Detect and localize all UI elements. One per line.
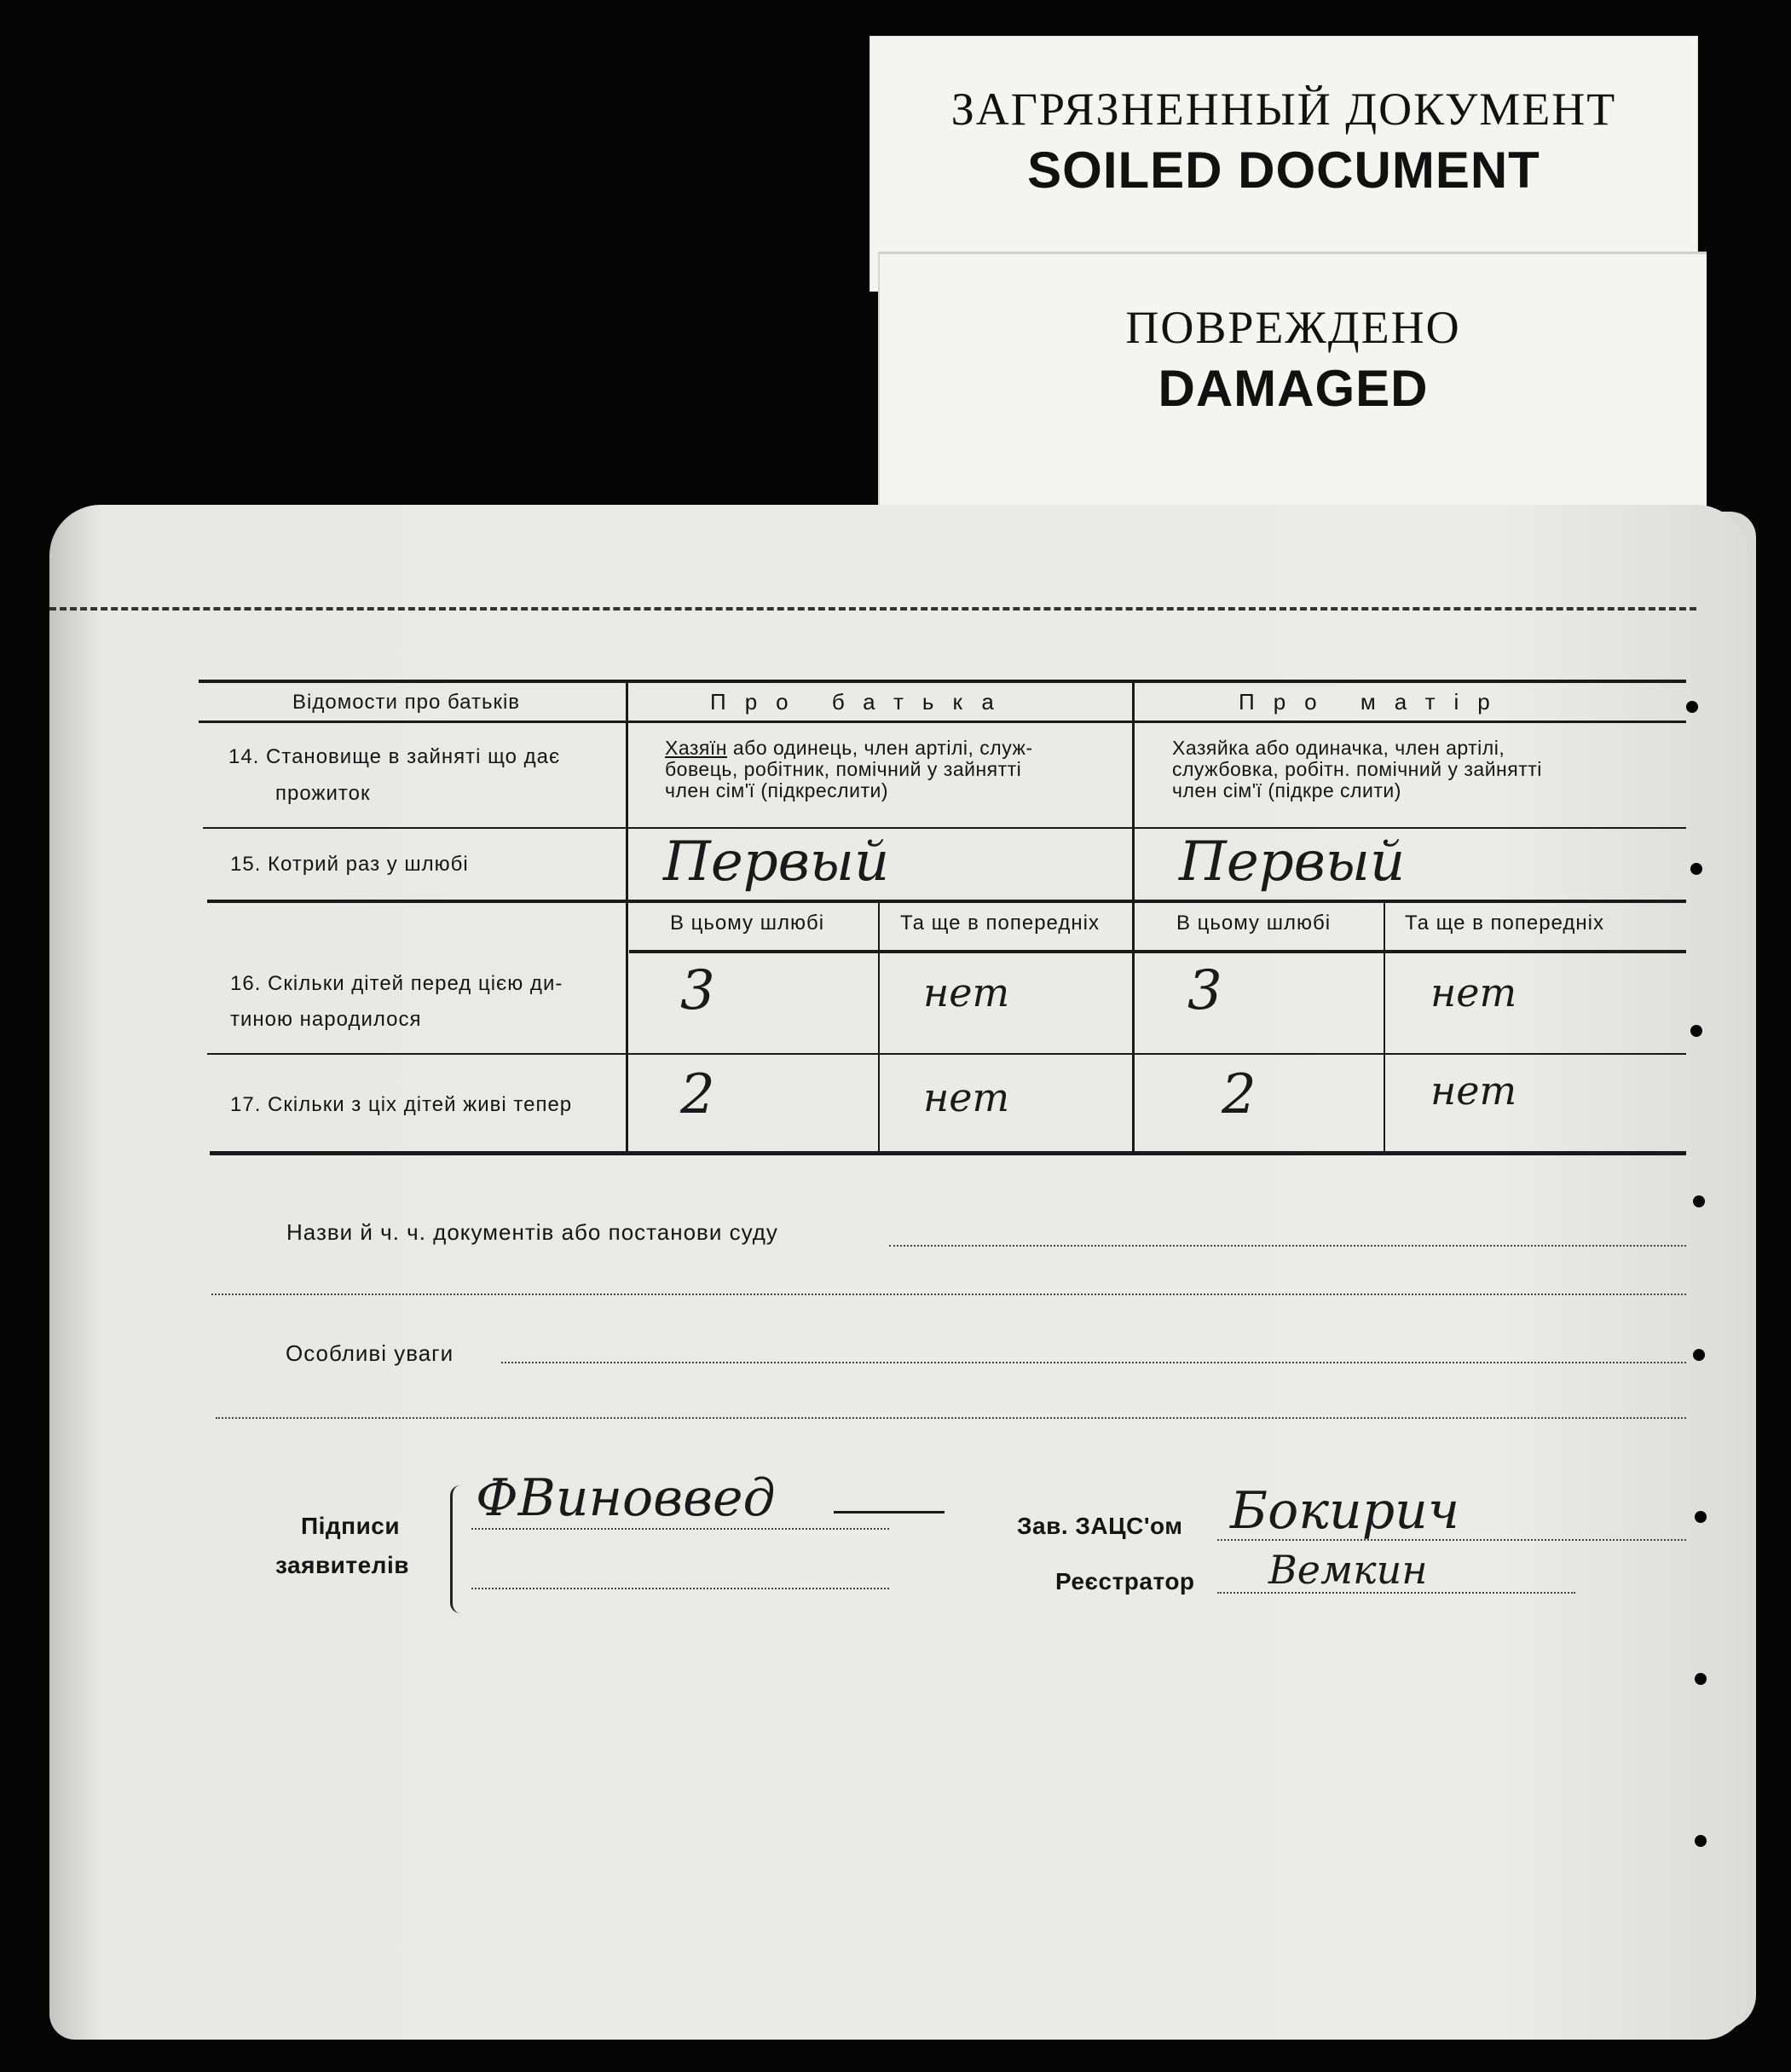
- row14-label-line2: прожиток: [275, 782, 371, 805]
- table-bottom-line: [210, 1151, 1686, 1155]
- soiled-label-en: SOILED DOCUMENT: [1027, 142, 1540, 199]
- applicant-signature-line2: [471, 1588, 889, 1589]
- table-col-divider-mother: [1384, 903, 1385, 1153]
- head-signature: Бокирич: [1230, 1481, 1460, 1541]
- punch-hole: [1695, 1511, 1707, 1523]
- row16-line: [207, 1053, 1686, 1055]
- registrar-signature-line: [1217, 1592, 1575, 1594]
- remarks-field-line2: [216, 1417, 1686, 1419]
- row17-father-this: 2: [680, 1063, 715, 1126]
- subheader-mother-this: В цьому шлюбі: [1176, 912, 1332, 935]
- row15-mother-value: Первый: [1179, 831, 1406, 894]
- applicants-label-line2: заявителів: [275, 1552, 409, 1578]
- damaged-document-label: [878, 252, 1707, 510]
- row14-father-line3: член сім'ї (підкреслити): [665, 779, 888, 802]
- applicant-signature-line1: [471, 1528, 889, 1530]
- remarks-field-line1: [501, 1362, 1686, 1363]
- row14-father-line1: Хазяїн або одинець, член артілі, служ-: [665, 737, 1033, 759]
- punch-hole: [1693, 1195, 1705, 1207]
- row14-mother-line3: член сім'ї (підкре слити): [1172, 779, 1401, 802]
- row14-mother-line1: Хазяйка або одиначка, член артілі,: [1172, 737, 1505, 759]
- row16-label-line1: 16. Скільки дітей перед цією ди-: [230, 972, 563, 995]
- documents-field-line2: [211, 1294, 1686, 1295]
- head-label: Зав. ЗАЦС'ом: [1017, 1513, 1183, 1539]
- row14-father-selected: Хазяїн: [665, 737, 727, 759]
- row16-label-line2: тиною народилося: [230, 1008, 422, 1031]
- table-col-divider-father: [878, 903, 880, 1153]
- subheader-mother-previous: Та ще в попередніх: [1405, 912, 1604, 935]
- table-col-divider-1: [626, 680, 628, 1153]
- damaged-label-ru: ПОВРЕЖДЕНО: [1125, 302, 1461, 353]
- row17-label: 17. Скільки з ціх дітей живі тепер: [230, 1093, 573, 1116]
- subheader-line: [629, 950, 1686, 953]
- soiled-label-ru: ЗАГРЯЗНЕННЫЙ ДОКУМЕНТ: [950, 84, 1617, 135]
- header-col-father: Про батька: [710, 689, 1013, 715]
- row17-father-prev: нет: [923, 1074, 1010, 1120]
- remarks-label: Особливі уваги: [286, 1340, 454, 1366]
- row15-label: 15. Котрий раз у шлюбі: [230, 853, 469, 876]
- register-form-sheet: [49, 505, 1748, 2040]
- punch-hole: [1695, 1673, 1707, 1685]
- applicants-brace: [450, 1485, 465, 1613]
- applicants-label-line1: Підписи: [301, 1513, 401, 1539]
- row15-line: [207, 900, 1686, 903]
- punch-hole: [1686, 701, 1698, 713]
- row16-father-this: 3: [680, 959, 715, 1022]
- row14-line: [203, 827, 1686, 829]
- punch-hole: [1690, 863, 1702, 875]
- table-col-divider-2: [1132, 680, 1135, 1153]
- table-top-line: [199, 680, 1686, 683]
- punch-hole: [1690, 1025, 1702, 1037]
- header-col-info: Відомости про батьків: [292, 691, 521, 714]
- row14-label-line1: 14. Становище в зайняті що дає: [228, 745, 561, 768]
- perforation-line: [49, 607, 1696, 611]
- applicant-signature: ФВиноввед: [476, 1468, 776, 1528]
- header-col-mother: Про матір: [1239, 689, 1509, 715]
- registrar-label: Реєстратор: [1055, 1568, 1195, 1595]
- subheader-father-this: В цьому шлюбі: [670, 912, 825, 935]
- registrar-signature: Вемкин: [1268, 1547, 1428, 1593]
- applicant-signature-stroke: [834, 1511, 945, 1513]
- row15-father-value: Первый: [663, 831, 890, 894]
- damaged-label-en: DAMAGED: [1158, 360, 1429, 417]
- row16-mother-prev: нет: [1430, 969, 1517, 1016]
- row17-mother-prev: нет: [1430, 1068, 1517, 1114]
- table-header-line: [199, 721, 1686, 723]
- subheader-father-previous: Та ще в попередніх: [900, 912, 1100, 935]
- row16-father-prev: нет: [923, 969, 1010, 1016]
- punch-hole: [1695, 1835, 1707, 1847]
- documents-field-line1: [889, 1245, 1686, 1247]
- head-signature-line: [1217, 1539, 1686, 1541]
- row17-mother-this: 2: [1222, 1063, 1257, 1126]
- punch-hole: [1693, 1349, 1705, 1361]
- row14-mother-line2: службовка, робітн. помічний у зайнятті: [1172, 758, 1542, 780]
- documents-label: Назви й ч. ч. документів або постанови суду: [286, 1219, 778, 1245]
- row14-father-line2: бовець, робітник, помічний у зайнятті: [665, 758, 1022, 780]
- row16-mother-this: 3: [1187, 959, 1222, 1022]
